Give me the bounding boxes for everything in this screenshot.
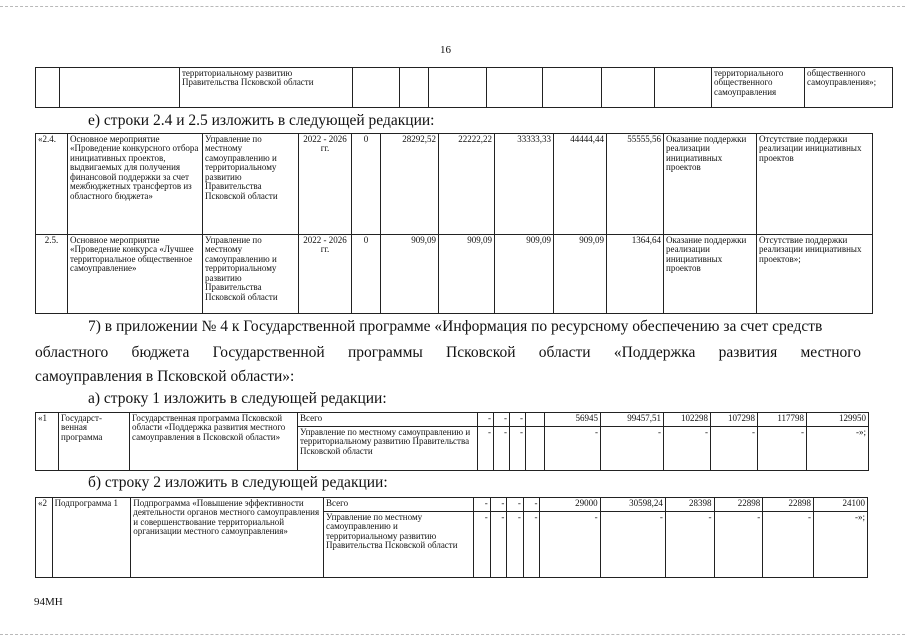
value: 33333,33 <box>495 134 554 235</box>
value: 909,09 <box>439 235 495 314</box>
dash: - <box>510 427 526 471</box>
value: - <box>665 512 714 578</box>
dash: - <box>523 512 540 578</box>
value: 28398 <box>665 498 714 512</box>
dash: - <box>507 512 524 578</box>
value: 44444,44 <box>554 134 607 235</box>
value: 28292,52 <box>381 134 439 235</box>
page-number: 16 <box>440 44 451 56</box>
value: 107298 <box>711 413 758 427</box>
row-number: 2.5. <box>36 235 68 314</box>
row-number: «2.4. <box>36 134 68 235</box>
expected-result: Оказание поддержки реализации инициативных проектов <box>664 134 757 235</box>
value: 909,09 <box>495 235 554 314</box>
period: 2022 - 2026 гг. <box>299 235 352 314</box>
heading-a: а) строку 1 изложить в следующей редакции: <box>88 390 387 407</box>
value: 29000 <box>540 498 600 512</box>
value: - <box>664 427 711 471</box>
value: 0 <box>352 134 381 235</box>
value: - <box>600 512 665 578</box>
period: 2022 - 2026 гг. <box>299 134 352 235</box>
table-row <box>36 413 869 427</box>
dash: - <box>494 413 510 427</box>
status: Государст-венная программа <box>59 413 130 471</box>
executor: Управление по местному самоуправлению и территориальному развитию Правительства Псковской области <box>203 235 299 314</box>
dash: - <box>474 512 491 578</box>
dash: - <box>474 498 491 512</box>
table-row <box>36 235 873 314</box>
value: - <box>758 427 807 471</box>
source-label: Всего <box>324 498 474 512</box>
subprogram-name: Подпрограмма «Повышение эффективности деятельности органов местного самоуправления и совершенствование территориальной организации местного самоуправления» <box>131 498 324 578</box>
scan-artifact-top <box>0 6 905 7</box>
value: - <box>545 427 601 471</box>
executor: Управление по местному самоуправлению и территориальному развитию Правительства Псковской области <box>203 134 299 235</box>
dash: - <box>490 498 507 512</box>
value: -»; <box>807 427 869 471</box>
consequence: Отсутствие поддержки реализации инициативных проектов <box>757 134 873 235</box>
value: 22898 <box>763 498 814 512</box>
heading-b: б) строку 2 изложить в следующей редакции: <box>88 474 388 491</box>
dash: - <box>478 427 494 471</box>
table-row <box>36 134 873 235</box>
cell-executor: территориальному развитию Правительства Псковской области <box>180 68 353 108</box>
value: - <box>540 512 600 578</box>
source-label: Всего <box>298 413 478 427</box>
paragraph-7-line-3: самоуправления в Псковской области»: <box>35 368 295 385</box>
value: 30598,24 <box>600 498 665 512</box>
row-number: «2 <box>36 498 53 578</box>
value: 99457,51 <box>601 413 664 427</box>
activity-name: Основное мероприятие «Проведение конкурса «Лучшее территориальное общественное самоуправление» <box>68 235 203 314</box>
heading-e: е) строки 2.4 и 2.5 изложить в следующей редакции: <box>88 112 435 129</box>
scan-artifact-bottom <box>0 634 905 635</box>
value: 1364,64 <box>607 235 664 314</box>
program-name: Государственная программа Псковской области «Поддержка развития местного самоуправления в Псковской области» <box>130 413 298 471</box>
value: 102298 <box>664 413 711 427</box>
dash: - <box>490 512 507 578</box>
source-label: Управление по местному самоуправлению и территориальному развитию Правительства Псковской области <box>324 512 474 578</box>
dash: - <box>478 413 494 427</box>
value: 55555,56 <box>607 134 664 235</box>
value: -»; <box>813 512 867 578</box>
table-continuation <box>35 67 893 108</box>
expected-result: Оказание поддержки реализации инициативных проектов <box>664 235 757 314</box>
dash: - <box>510 413 526 427</box>
value: 24100 <box>813 498 867 512</box>
value: 117798 <box>758 413 807 427</box>
table-resources-row-1 <box>35 412 869 471</box>
activity-name: Основное мероприятие «Проведение конкурсного отбора инициативных проектов, выдвигаемых для получения финансовой поддержки за счет межбюджетных трансфертов из областного бюджета» <box>68 134 203 235</box>
value: - <box>711 427 758 471</box>
value: - <box>601 427 664 471</box>
status: Подпрограмма 1 <box>52 498 131 578</box>
dash: - <box>523 498 540 512</box>
paragraph-7-line-1: 7) в приложении № 4 к Государственной программе «Информация по ресурсному обеспечению за счет средств <box>88 318 823 335</box>
value: 0 <box>352 235 381 314</box>
value: 129950 <box>807 413 869 427</box>
consequence: Отсутствие поддержки реализации инициативных проектов»; <box>757 235 873 314</box>
table-row <box>36 498 868 512</box>
value: - <box>714 512 763 578</box>
table-activities <box>35 133 873 314</box>
paragraph-7-line-2: областного бюджета Государственной программы Псковской области «Поддержка развития местного <box>35 344 861 361</box>
row-number: «1 <box>36 413 59 471</box>
value: 22898 <box>714 498 763 512</box>
value: 22222,22 <box>439 134 495 235</box>
value: - <box>763 512 814 578</box>
dash: - <box>507 498 524 512</box>
value: 56945 <box>545 413 601 427</box>
table-resources-row-2 <box>35 497 868 578</box>
value: 909,09 <box>381 235 439 314</box>
dash: - <box>494 427 510 471</box>
value: 909,09 <box>554 235 607 314</box>
cell-result: территориального общественного самоуправления <box>712 68 805 108</box>
document-code: 94МН <box>34 596 63 608</box>
cell-consequence: общественного самоуправления»; <box>805 68 893 108</box>
source-label: Управление по местному самоуправлению и территориальному развитию Правительства Псковской области <box>298 427 478 471</box>
